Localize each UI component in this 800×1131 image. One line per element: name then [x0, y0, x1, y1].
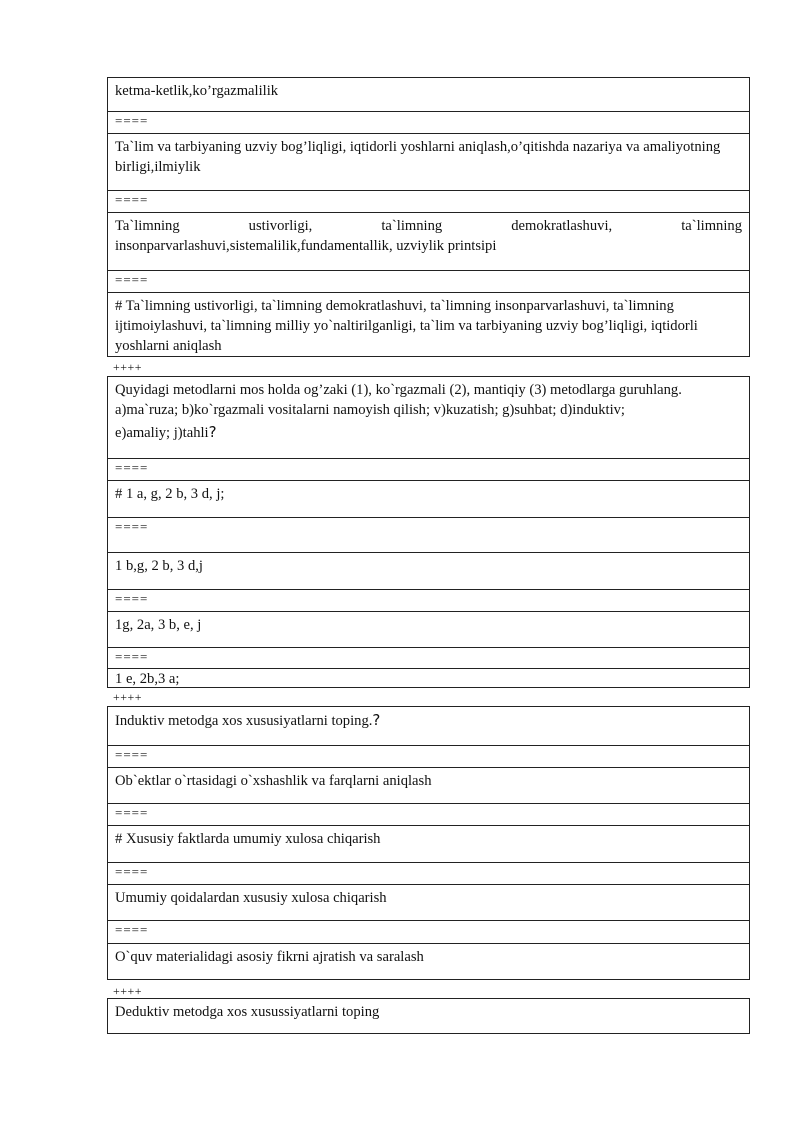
separator-text: ====: [115, 519, 149, 534]
correct-answer-cell: [107, 825, 750, 863]
answer-cell: [107, 611, 750, 648]
answer-text: Umumiy qoidalardan xususiy xulosa chiqarish: [115, 890, 387, 906]
question-cell: [107, 376, 750, 459]
answer-text: ketma-ketlik,ko’rgazmalilik: [115, 83, 279, 99]
separator-cell: [107, 458, 750, 481]
answer-cell: [107, 77, 750, 112]
separator-text: ====: [115, 272, 149, 287]
separator-text: ====: [115, 113, 149, 128]
question-text: Deduktiv metodga xos xusussiyatlarni toping: [115, 1004, 380, 1020]
answer-text-line: insonparvarlashuvi,sistemalilik,fundamentallik, uzviylik printsipi: [115, 238, 497, 254]
question-delimiter: ++++: [113, 690, 143, 704]
answer-text: # 1 a, g, 2 b, 3 d, j;: [115, 486, 225, 502]
question-mark: ?: [208, 423, 217, 441]
answer-cell: [107, 133, 750, 191]
answer-text: Ta`lim va tarbiyaning uzviy bog’liqligi, iqtidorli yoshlarni aniqlash,o’qitishda nazariya va amaliyotning birligi,ilmiylik: [115, 139, 721, 175]
answer-text: # Ta`limning ustivorligi, ta`limning demokratlashuvi, ta`limning insonparvarlashuvi, ta`limning ijtimoiylashuvi, ta`limning milliy yo`naltirilganligi, ta`lim va tarbiyaning uzviy bog’liqligi, iqtidorli yoshlarni aniqlash: [115, 298, 698, 354]
separator-cell: [107, 803, 750, 826]
separator-text: ====: [115, 591, 149, 606]
correct-answer-cell: [107, 292, 750, 357]
answer-cell: [107, 884, 750, 921]
separator-text: ====: [115, 922, 149, 937]
question-mark: ?: [372, 711, 381, 729]
separator-cell: [107, 647, 750, 669]
separator-text: ====: [115, 192, 149, 207]
separator-cell: [107, 517, 750, 553]
question-delimiter: ++++: [113, 984, 143, 998]
separator-text: ====: [115, 460, 149, 475]
answer-cell: [107, 552, 750, 590]
answer-cell: [107, 668, 750, 688]
answer-cell: [107, 943, 750, 980]
correct-answer-cell: [107, 480, 750, 518]
question-cell: [107, 998, 750, 1034]
answer-cell: [107, 212, 750, 271]
question-cell: [107, 706, 750, 746]
answer-text: # Xususiy faktlarda umumiy xulosa chiqarish: [115, 831, 381, 847]
separator-text: ====: [115, 649, 149, 664]
separator-cell: [107, 920, 750, 944]
separator-cell: [107, 589, 750, 612]
question-text-line: a)ma`ruza; b)ko`rgazmali vositalarni namoyish qilish; v)kuzatish; g)suhbat; d)induktiv;: [115, 402, 625, 418]
separator-cell: [107, 111, 750, 134]
answer-cell: [107, 767, 750, 804]
separator-cell: [107, 862, 750, 885]
answer-text: 1 b,g, 2 b, 3 d,j: [115, 558, 203, 574]
question-text-line: Quyidagi metodlarni mos holda og’zaki (1), ko`rgazmali (2), mantiqiy (3) metodlarga guruhlang.: [115, 382, 682, 398]
separator-cell: [107, 745, 750, 768]
question-delimiter: ++++: [113, 360, 143, 374]
question-text: e)amaliy; j)tahli: [115, 425, 209, 441]
separator-text: ====: [115, 747, 149, 762]
answer-text: 1 e, 2b,3 a;: [115, 671, 180, 687]
separator-cell: [107, 190, 750, 213]
answer-text-line: Ta`limning ustivorligi, ta`limning demokratlashuvi, ta`limning: [115, 218, 742, 234]
question-text: Induktiv metodga xos xususiyatlarni toping.: [115, 713, 373, 729]
separator-text: ====: [115, 864, 149, 879]
answer-text: Ob`ektlar o`rtasidagi o`xshashlik va farqlarni aniqlash: [115, 773, 432, 789]
answer-text: 1g, 2a, 3 b, e, j: [115, 617, 202, 633]
question-text-line: [115, 422, 742, 443]
separator-text: ====: [115, 805, 149, 820]
answer-text: O`quv materialidagi asosiy fikrni ajratish va saralash: [115, 949, 424, 965]
separator-cell: [107, 270, 750, 293]
